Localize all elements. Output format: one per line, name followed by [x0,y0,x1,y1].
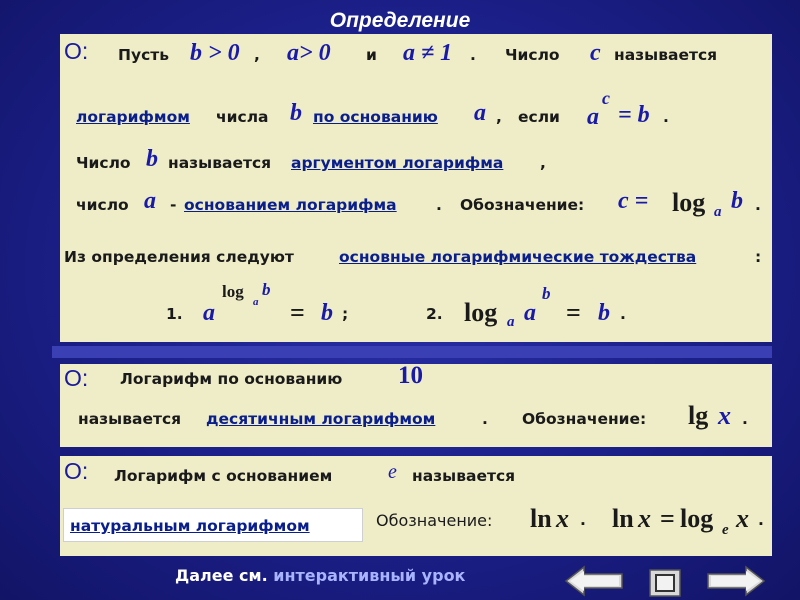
math-eq: = [660,504,675,533]
math-b: b [321,300,333,326]
math-log: log [672,188,706,217]
math-c-eq: c = [618,188,649,214]
math-a: a [203,300,215,326]
math-b: b [731,188,743,214]
math-b: b [598,300,610,326]
math-e: e [388,461,397,483]
math-c-exponent: c [602,88,610,108]
math-eq: = [290,298,305,327]
identity-2-number: 2. [426,305,443,323]
divider-strip [52,346,772,358]
link-interactive-lesson[interactable]: интерактивный урок [273,566,466,585]
text-let: Пусть [118,46,170,64]
identity-1-number: 1. [166,305,183,323]
text-dot: . [755,196,761,214]
math-x: x [638,504,651,533]
text-dash: - [170,196,177,214]
text-comma: , [540,154,546,172]
math-sup-b: b [542,284,551,303]
math-a-ne-1: a ≠ 1 [403,40,453,66]
text-notation: Обозначение: [522,410,647,428]
math-sub-e: e [722,522,729,538]
math-ln: ln [530,504,552,533]
text-comma: , [254,46,260,64]
math-c: c [590,40,601,66]
math-x: x [718,401,731,430]
text-and: и [366,46,377,64]
math-b: b [262,280,271,299]
definition-panel-logarithm [60,34,772,342]
math-sub-a: a [253,296,259,308]
link-base[interactable]: основанием логарифма [184,196,397,214]
math-eq-b: = b [618,102,650,128]
text-number-lower: число [76,196,129,214]
text-dot: . [482,410,488,428]
math-sub-a: a [714,204,722,220]
text-called: называется [412,467,516,485]
math-b: b [146,146,158,172]
link-by-base[interactable]: по основанию [313,108,438,126]
text-number: Число [505,46,560,64]
math-b-gt-0: b > 0 [190,40,240,66]
text-called: называется [168,154,272,172]
text-semicolon: ; [342,305,349,323]
text-colon: : [755,248,762,266]
text-dot: . [436,196,442,214]
definition-marker: О: [64,458,89,484]
math-lg: lg [688,401,709,430]
math-log: log [222,282,244,301]
math-a-power: a [587,104,599,130]
math-a: a [474,100,486,126]
text-dot: . [470,46,476,64]
math-sub-a: a [507,314,515,330]
footer-note [175,566,465,585]
math-eq: = [566,298,581,327]
link-logarithm[interactable]: логарифмом [76,108,190,126]
text-dot: . [742,410,748,428]
definition-marker: О: [64,365,89,391]
math-log: log [680,504,714,533]
text-called: называется [78,410,182,428]
text-notation: Обозначение: [376,511,493,530]
text-of-number: числа [216,108,269,126]
text-dot: . [620,305,626,323]
text-called: называется [614,46,718,64]
math-x: x [556,504,569,533]
math-ln: ln [612,504,634,533]
text-log-base: Логарифм с основанием [114,467,333,485]
page-title: Определение [329,9,471,32]
text-dot: . [758,511,764,529]
footer-prefix: Далее см. [175,566,268,585]
text-dot: . [663,108,669,126]
math-log: log [464,298,498,327]
math-x: x [736,504,749,533]
link-decimal-log[interactable]: десятичным логарифмом [206,410,436,428]
text-notation: Обозначение: [460,196,585,214]
math-a-gt-0: a> 0 [287,40,331,66]
math-a: a [144,188,156,214]
text-log-base: Логарифм по основанию [120,370,343,388]
text-from-definition: Из определения следуют [64,248,294,266]
text-if: если [518,108,560,126]
math-b: b [290,100,302,126]
text-comma: , [496,108,502,126]
math-a: a [524,300,536,326]
link-identities[interactable]: основные логарифмические тождества [339,248,697,266]
forward-arrow-icon[interactable] [706,564,766,598]
text-dot: . [580,511,586,529]
natural-log-box [63,508,363,542]
definition-marker: О: [64,38,89,64]
home-icon[interactable] [648,568,682,598]
text-number: Число [76,154,131,172]
link-argument[interactable]: аргументом логарифма [291,154,504,172]
back-arrow-icon[interactable] [564,564,624,598]
math-ten: 10 [398,362,423,389]
link-natural-log[interactable]: натуральным логарифмом [70,517,310,535]
